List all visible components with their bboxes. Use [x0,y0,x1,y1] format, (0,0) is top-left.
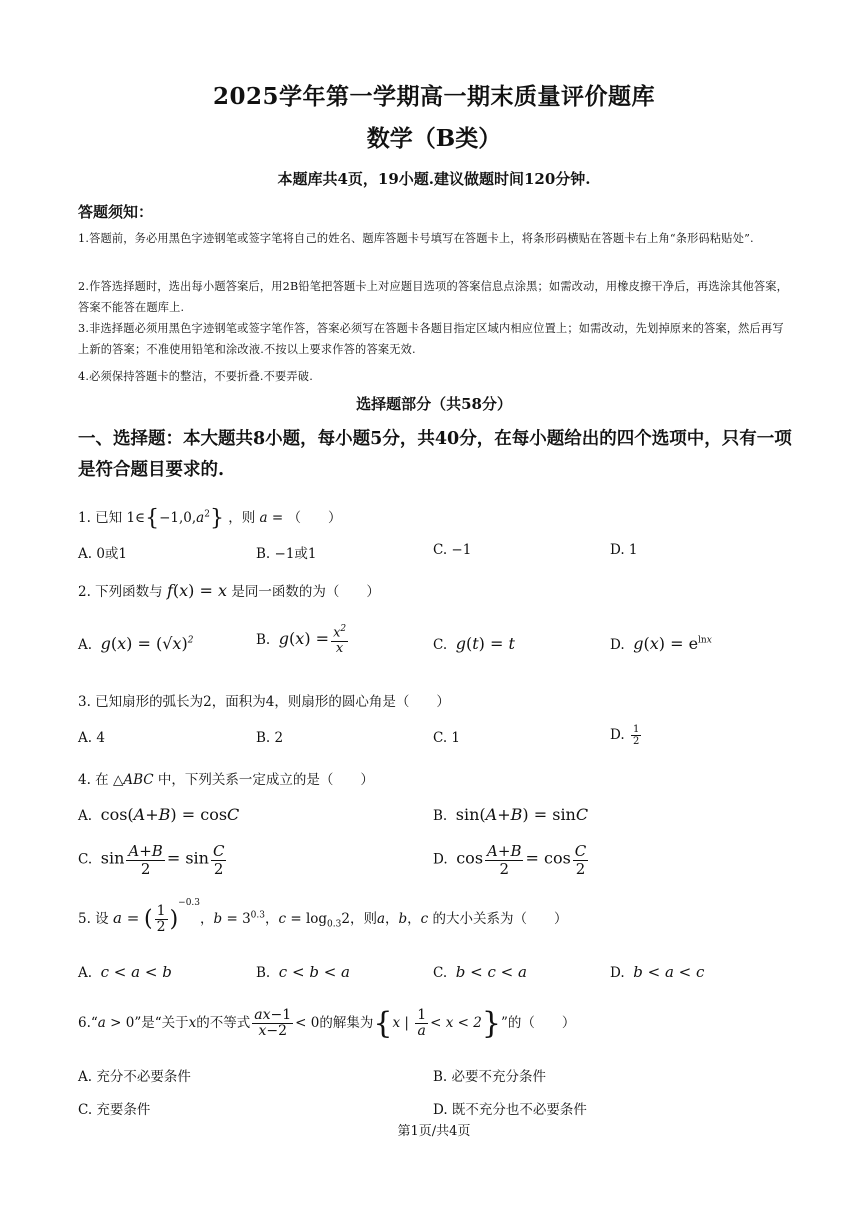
q6-option-a: A. 充分不必要条件 [78,1069,191,1085]
q4-option-a: A. cos(A+B) = cosC [78,805,240,824]
q1-option-c: C. −1 [433,542,472,558]
exam-info: 本题库共4页，19小题.建议做题时间120分钟. [277,170,591,188]
q6-option-d: D. 既不充分也不必要条件 [433,1102,587,1118]
q3-option-a: A. 4 [78,730,105,746]
q1-option-b: B. −1或1 [256,546,317,562]
question-4 [78,768,374,788]
notice-item: 3.非选择题必须用黑色字迹钢笔或签字笔作答，答案必须写在答题卡各题目指定区域内相应位置上；如需改动，先划掉原来的答案，然后再写上新的答案；不准使用铅笔和涂改液.不按以上要求作答的答案无效. [78,322,784,356]
q2-option-b: B. g(x) = $\frac{x^2}{x}$ [256,624,347,656]
q4-suffix: 中，下列关系一定成立的是（ ） [157,772,374,788]
q1-prefix: 1. 已知 [78,510,123,526]
question-6: 6.“a > 0”是“关于x的不等式 $\frac{ax-1}{x-2}$ < 0的解集为{x | $\frac{1}{a}$ < x < 2}”的（ ） [78,1006,576,1041]
q5-prefix: 5. 设 [78,911,109,927]
q6-mid1: ”是“关于 [134,1015,189,1031]
notice-item: 4.必须保持答题卡的整洁，不要折叠.不要弄破. [78,370,313,383]
q5-formula: a = ( [112,906,153,932]
page-title: 2025学年第一学期高一期末质量评价题库 [212,83,655,110]
section-heading: 一、选择题：本大题共8小题，每小题5分，共40分，在每小题给出的四个选项中，只有一项是符合题目要求的. [78,429,792,480]
q6-mid3: 的解集为 [319,1015,374,1031]
q3-option-d: D. $\frac{1}{2}$ [610,724,640,747]
q4-option-b: B. sin(A+B) = sinC [433,805,589,824]
q6-option-b: B. 必要不充分条件 [433,1069,547,1085]
question-3: 3. 已知扇形的弧长为2，面积为4，则扇形的圆心角是（ ） [78,694,450,710]
q2-option-d: D. $g(x) = e^{lnx}$ [610,634,712,653]
q4-triangle: △ABC [112,772,154,788]
q5-option-d: D. b < a < c [610,963,705,981]
q3-option-c: C. 1 [433,730,461,746]
question-2 [78,580,380,600]
q5-option-a: A. c < a < b [78,963,172,981]
notice-heading: 答题须知： [78,203,154,221]
q5-option-b: B. c < b < a [256,963,350,981]
page-subtitle: 数学（B类） [366,125,502,152]
page-footer: 第1页/共4页 [397,1124,471,1139]
q1-option-a: A. 0或1 [78,546,128,562]
q5-option-c: C. b < c < a [433,963,527,981]
q1-option-d: D. 1 [610,542,638,558]
q1-var: a [259,510,268,526]
q4-prefix: 4. 在 [78,772,109,788]
q6-suffix: ”的（ ） [500,1015,576,1031]
question-5: 5. 设 a = ( $\frac{1}{2}$ )$^{-0.3}$，$b = 3^{0.3}$，$c = \log_{0.3}2$，则a，b，c 的大小关系为（ ） [78,898,568,935]
notice-item: 2.作答选择题时，选出每小题答案后，用2B铅笔把答题卡上对应题目选项的答案信息点涂黑；如需改动，用橡皮擦干净后，再选涂其他答案，答案不能答在题库上. [78,280,789,314]
q3-option-d-label: D. [610,727,625,743]
q2-prefix: 2. 下列函数与 [78,584,163,600]
q1-formula: $1\in\{-1,0,a^2\}$ [126,506,224,531]
q4-option-d: D. cos $\frac{A+B}{2}$ = cos $\frac{C}{2}$ [433,842,587,878]
notice-item: 1.答题前，务必用黑色字迹钢笔或签字笔将自己的姓名、题库答题卡号填写在答题卡上，将条形码横贴在答题卡右上角“条形码粘贴处”. [78,232,754,245]
q2-formula: f(x) = x [166,581,228,600]
q6-option-c: C. 充要条件 [78,1102,151,1118]
q6-prefix: 6.“ [78,1015,98,1031]
part-heading: 选择题部分（共58分） [356,395,512,413]
q2-option-c: C. g(t) = t [433,634,515,653]
q1-suffix: ，则 [228,510,256,526]
q2-suffix: 是同一函数的为（ ） [231,584,380,600]
q1-tail: （ ） [287,510,342,526]
q4-option-c: C. sin $\frac{A+B}{2}$ = sin $\frac{C}{2}$ [78,842,225,878]
q6-mid2: 的不等式 [196,1015,251,1031]
q2-option-a: A. $g(x) = (√x)^2$ [78,634,194,653]
question-1: 1. 已知 $1\in\{-1,0,a^2\}$ ，则 a = （ ） [78,506,342,531]
q5-suffix: 的大小关系为（ ） [432,911,568,927]
q3-option-b: B. 2 [256,730,284,746]
